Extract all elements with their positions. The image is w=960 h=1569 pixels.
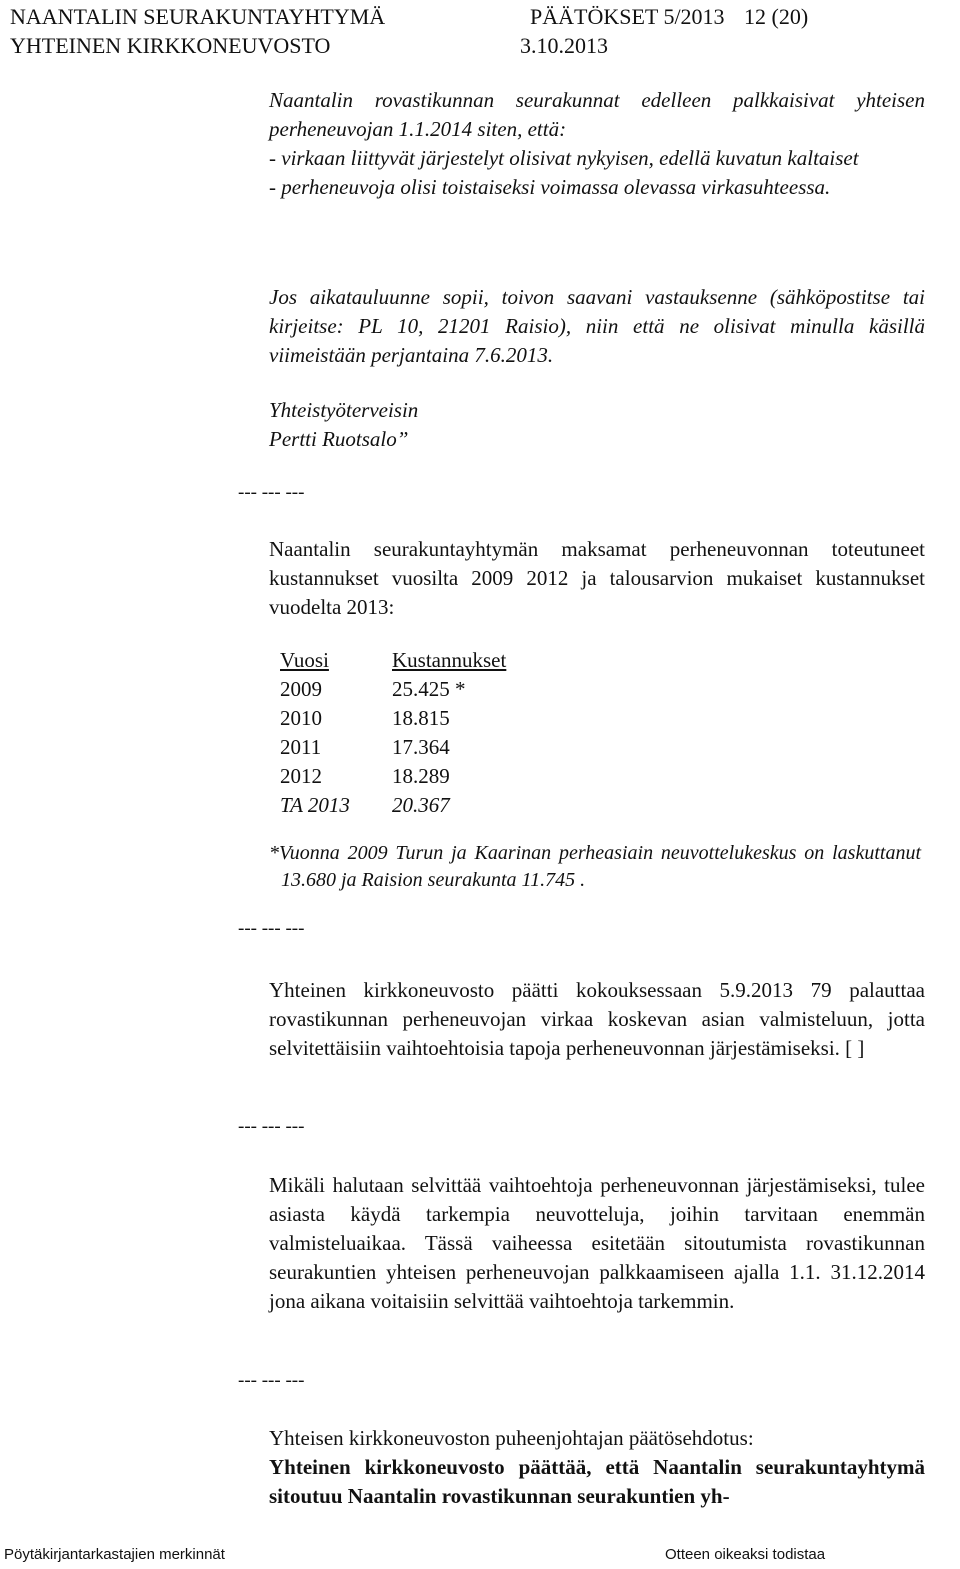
- decision-quote: Yhteinen kirkkoneuvosto päätti kokouksessaan 5.9.2013 79 palauttaa rovastikunnan perheneuvojan virkaa koskevan asian valmisteluun, jotta selvitettäisiin vaihtoehtoisia tapoja perheneuvonnan järjestämiseksi. [ ]: [269, 978, 925, 1060]
- year-cell: 2010: [280, 706, 322, 730]
- year-cell: 2009: [280, 677, 322, 701]
- cost-cell: 17.364: [392, 735, 450, 759]
- separator: --- --- ---: [238, 1116, 305, 1137]
- year-header: Vuosi: [280, 648, 329, 672]
- cost-cell: 25.425 *: [392, 677, 466, 701]
- table-row: [280, 764, 506, 793]
- letter-bullet-2: - perheneuvoja olisi toistaiseksi voimassa olevassa virkasuhteessa.: [269, 175, 831, 199]
- table-row: [280, 677, 506, 706]
- year-cell: 2011: [280, 735, 322, 759]
- costs-intro: Naantalin seurakuntayhtymän maksamat perheneuvonnan toteutuneet kustannukset vuosilta 2009 2012 ja talousarvion mukaiset kustannukset vuodelta 2013:: [269, 537, 925, 619]
- letter-closing: [269, 396, 925, 454]
- meeting-date: 3.10.2013: [520, 33, 608, 58]
- letter-intro: Naantalin rovastikunnan seurakunnat edelleen palkkaisivat yhteisen perheneuvojan 1.1.2014 siten, että:: [269, 88, 925, 141]
- letter-bullet-1: - virkaan liittyvät järjestelyt olisivat nykyisen, edellä kuvatun kaltaiset: [269, 146, 859, 170]
- page-number: 12 (20): [744, 4, 809, 29]
- letter-greeting: Yhteistyöterveisin: [269, 398, 419, 422]
- costs-footnote: *Vuonna 2009 Turun ja Kaarinan perheasiain neuvottelukeskus on laskuttanut 13.680 ja Raision seurakunta 11.745 .: [269, 842, 921, 891]
- footer-certification: Otteen oikeaksi todistaa: [665, 1546, 826, 1563]
- proposal-label: Yhteisen kirkkoneuvoston puheenjohtajan päätösehdotus:: [269, 1426, 754, 1450]
- costs-table: [280, 648, 506, 822]
- year-cell: TA 2013: [280, 793, 350, 817]
- cost-cell: 18.815: [392, 706, 450, 730]
- section-title: PÄÄTÖKSET 5/2013: [530, 4, 725, 29]
- letter-request: Jos aikatauluunne sopii, toivon saavani vastauksenne (sähköpostitse tai kirjeitse: PL 10, 21201 Raisio), niin että ne olisivat minulla käsillä viimeistään perjantaina 7.6.2013.: [269, 285, 925, 367]
- year-cell: 2012: [280, 764, 322, 788]
- proposal-text: Yhteinen kirkkoneuvosto päättää, että Naantalin seurakuntayhtymä sitoutuu Naantalin rovastikunnan seurakuntien yh-: [269, 1455, 925, 1508]
- table-row: [280, 793, 506, 822]
- consideration-text: Mikäli halutaan selvittää vaihtoehtoja perheneuvonnan järjestämiseksi, tulee asiasta käydä tarkempia neuvotteluja, joihin tarvitaan enemmän valmisteluaikaa. Tässä vaiheessa esitetään sitoutumista rovastikunnan seurakuntien yhteisen perheneuvojan palkkaamiseen ajalla 1.1. 31.12.2014 jona aikana voitaisiin selvittää vaihtoehtoja tarkemmin.: [269, 1173, 925, 1313]
- separator: --- --- ---: [238, 482, 305, 503]
- quoted-letter: [269, 86, 925, 202]
- council-name: YHTEINEN KIRKKONEUVOSTO: [10, 33, 331, 58]
- cost-header: Kustannukset: [392, 648, 507, 672]
- table-row: [280, 706, 506, 735]
- organization-name: NAANTALIN SEURAKUNTAYHTYMÄ: [10, 4, 386, 29]
- footer-reviewers-note: Pöytäkirjantarkastajien merkinnät: [4, 1546, 225, 1563]
- cost-cell: 20.367: [392, 793, 450, 817]
- table-header-row: [280, 648, 506, 677]
- cost-cell: 18.289: [392, 764, 450, 788]
- separator: --- --- ---: [238, 918, 305, 939]
- letter-signature: Pertti Ruotsalo”: [269, 427, 409, 451]
- separator: --- --- ---: [238, 1370, 305, 1391]
- table-row: [280, 735, 506, 764]
